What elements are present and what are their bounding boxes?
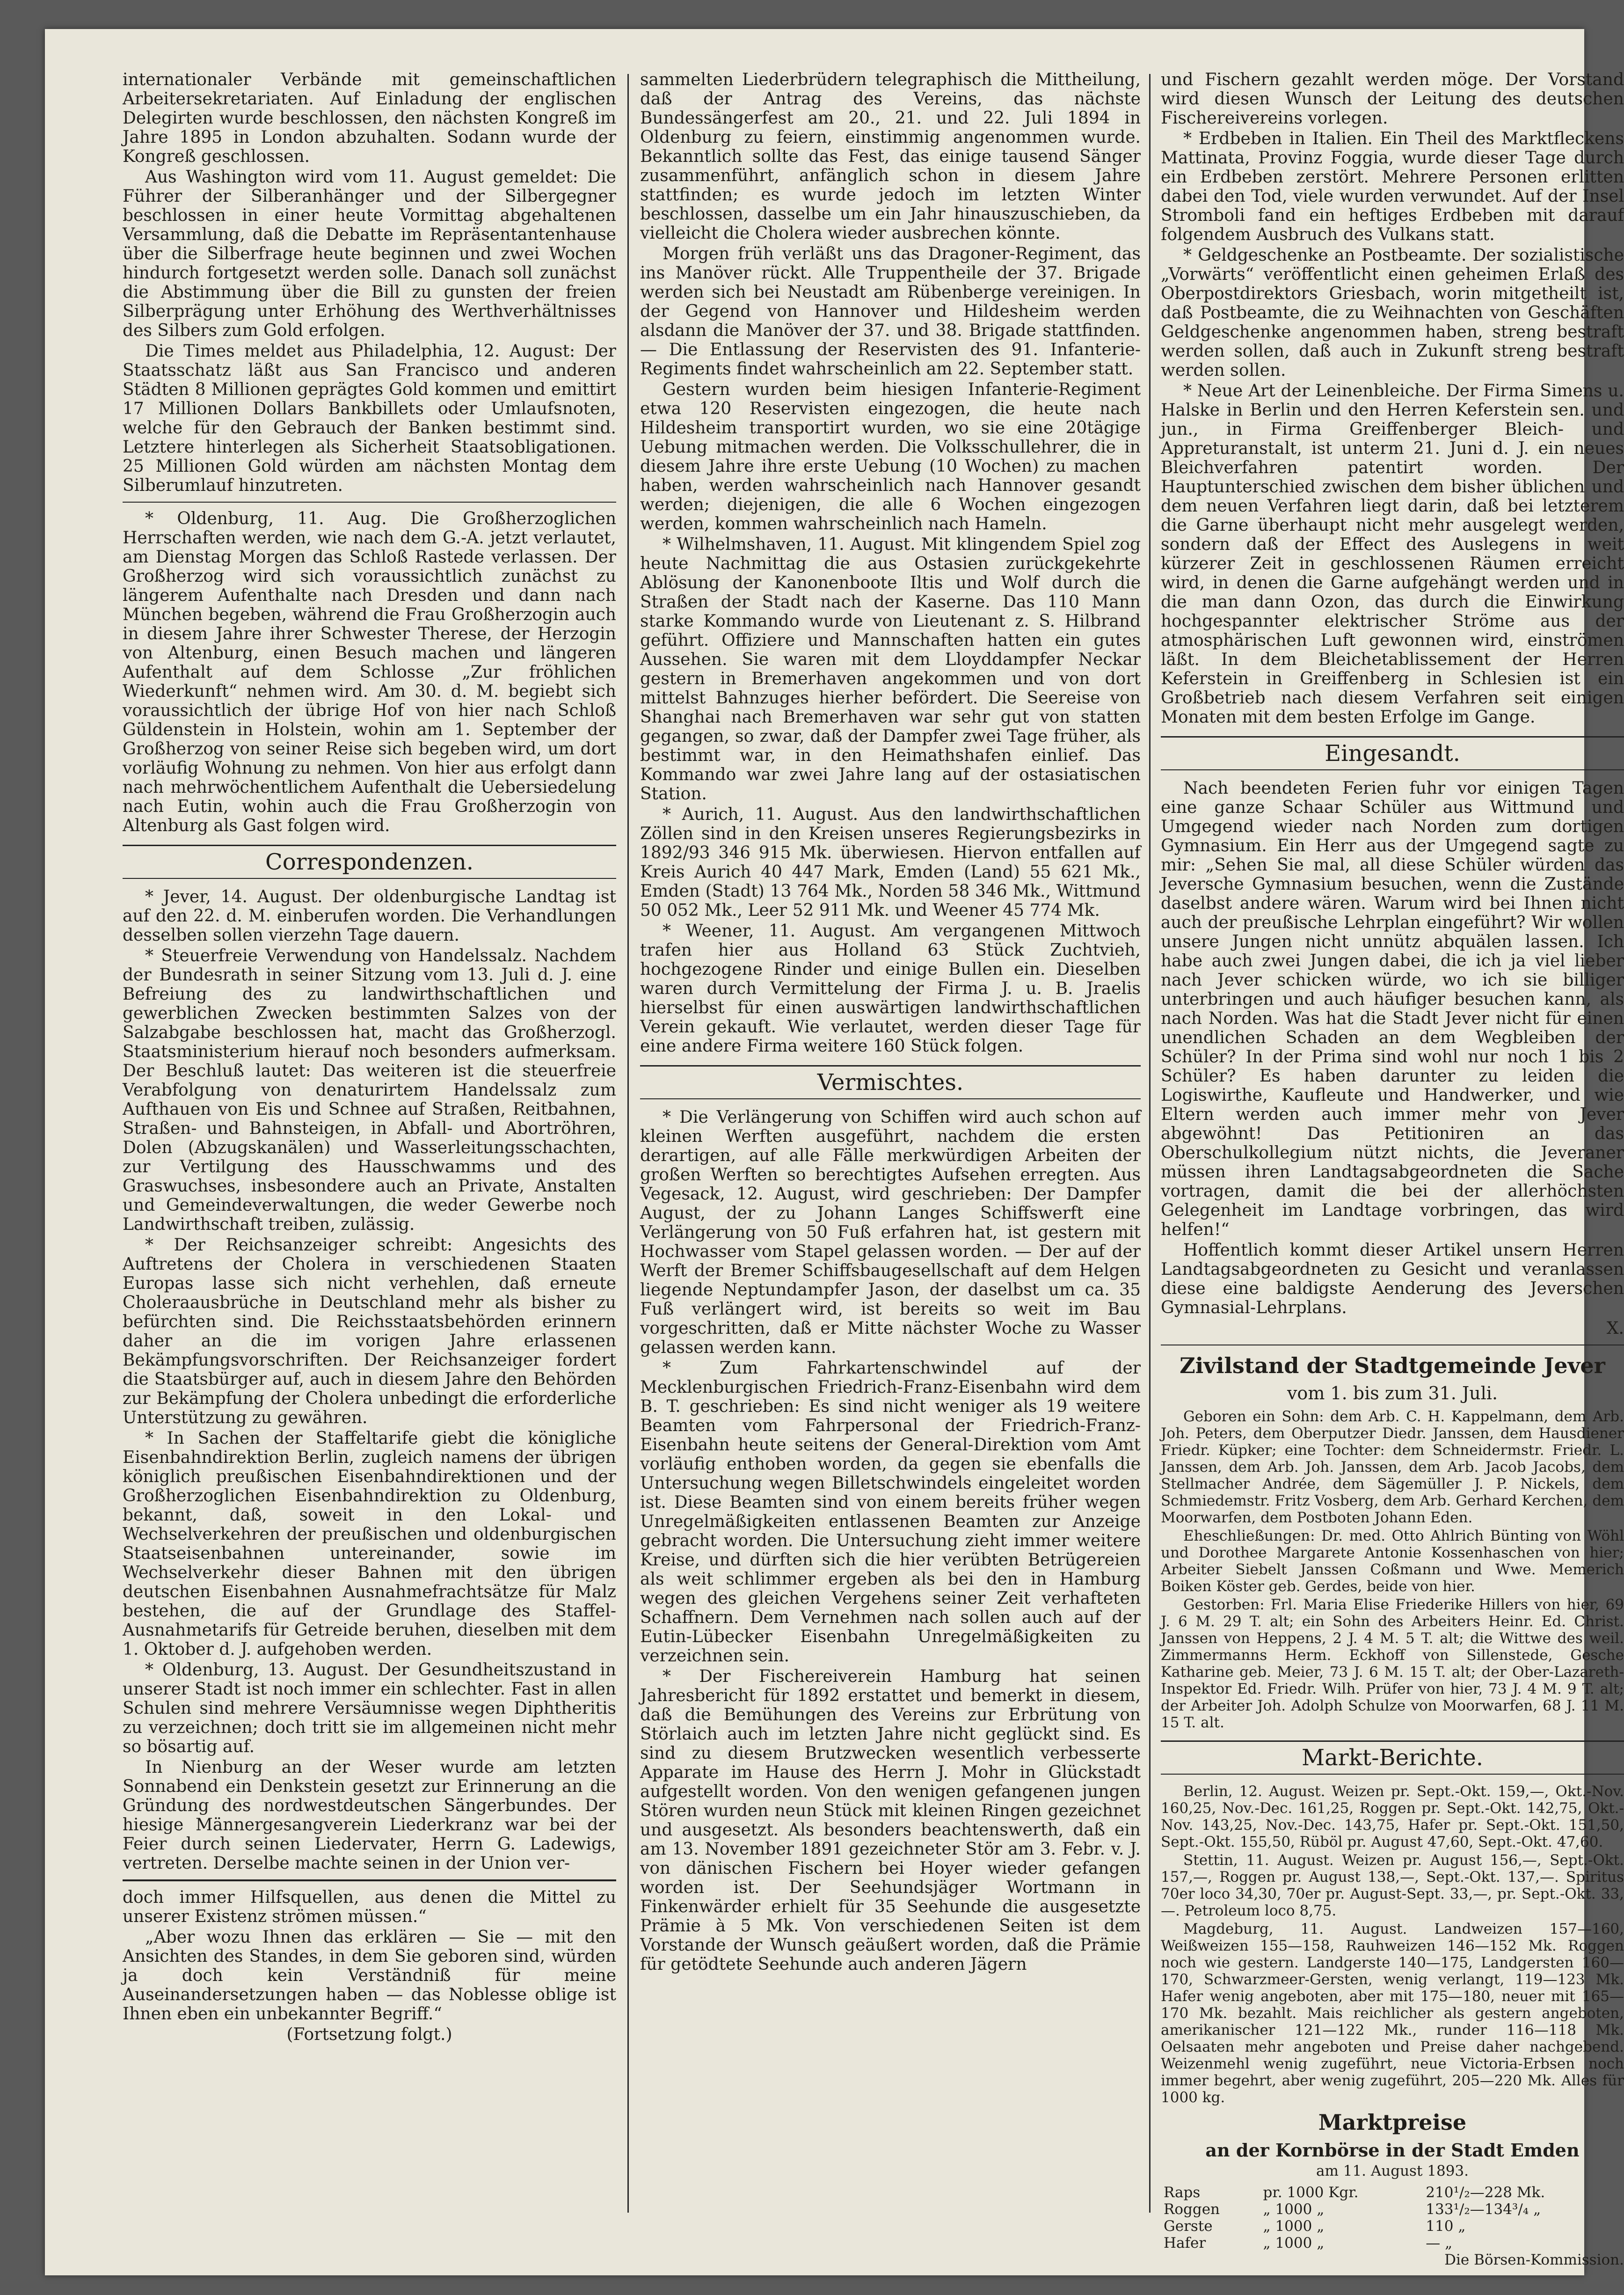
article-fischereiverein: * Der Fischereiverein Hamburg hat seinen Jahresbericht für 1892 erstattet und bemerkt in diesem, daß die Bemühungen des Vereins zur Erbrütung von Störlaich auch im letzten Jahre nicht geglückt sind. Es sind zu diesem Brutzwecken wesentlich verbesserte Apparate im Hause des Herrn J. Mohr in Glückstadt aufgestellt worden. Von den wenigen gefangenen jungen Stören wurden neun Stück mit kleinen Ringen gezeichnet und ausgesetzt. Als besonders beachtenswerth, daß ein am 13. November 1891 gezeichneter Stör am 3. Febr. v. J. von dänischen Fischern bei Hoyer wieder gefangen worden ist. Der Seehundsjäger Wortmann in Finkenwärder erhielt für 35 Seehunde die ausgesetzte Prämie à 5 Mk. Von verschiedenen Seiten ist dem Vorstande der Wunsch geäußert worden, daß die Prämie für getödtete Seehunde auch anderen Jägern	[640, 1667, 1141, 1974]
marktpreise-date: am 11. August 1893.	[1316, 2163, 1469, 2179]
deaths-entry: Gestorben: Frl. Maria Elise Friederike Hillers von hier, 69 J. 6 M. 29 T. alt; ein Sohn des Arbeiters Heinr. Ed. Christ. Janssen von Heppens, 2 J. 4 M. 5 T. alt; die Wittwe des weil. Zimmermanns Herm. Eckhoff von Sillenstede, Gesche Katharine geb. Meier, 73 J. 6 M. 15 T. alt; der Ober-Lazareth-Inspektor Ed. Friedr. Wilh. Prüfer von hier, 73 J. 4 M. 9 T. alt; der Arbeiter Joh. Adolph Schulze von Moorwarfen, 68 J. 11 M. 15 T. alt.	[1161, 1596, 1624, 1731]
column-3	[1161, 70, 1624, 2270]
section-heading-eingesandt: Eingesandt.	[1161, 736, 1624, 770]
article-paragraph: sammelten Liederbrüdern telegraphisch die Mittheilung, daß der Antrag des Vereins, das nächste Bundessängerfest am 20., 21. und 22. Juli 1894 in Oldenburg zu feiern, einstimmig angenommen wurde. Bekanntlich sollte das Fest, das einige tausend Sänger zusammenführt, anfänglich schon in diesem Jahre stattfinden; es wurde jedoch im letzten Winter beschlossen, dasselbe um ein Jahr hinauszuschieben, da vielleicht die Cholera wieder ausbrechen könnte.	[640, 70, 1141, 243]
article-schiffe: * Die Verlängerung von Schiffen wird auch schon auf kleinen Werften ausgeführt, nachdem die ersten derartigen, auf alle Fälle merkwürdigen Arbeiten der großen Werften so berechtigtes Aufsehen erregten. Aus Vegesack, 12. August, wird geschrieben: Der Dampfer August, der zu Johann Langes Schiffswerft eine Verlängerung von 50 Fuß erfahren hat, ist gestern mit Hochwasser vom Stapel gelassen worden. — Der auf der Werft der Bremer Schiffsbaugesellschaft auf dem Helgen liegende Neptundampfer Jason, der daselbst um ca. 35 Fuß verlängert wird, ist bereits so weit im Bau vorgeschritten, daß er Mitte nächster Woche zu Wasser gelassen werden kann.	[640, 1108, 1141, 1357]
zivilstand-subheading: vom 1. bis zum 31. Juli.	[1287, 1383, 1498, 1403]
article-aurich: * Aurich, 11. August. Aus den landwirthschaftlichen Zöllen sind in den Kreisen unseres Regierungsbezirks in 1892/93 346 915 Mk. überwiesen. Hiervon entfallen auf Kreis Aurich 40 447 Mark, Emden (Land) 55 621 Mk., Emden (Stadt) 13 764 Mk., Norden 58 346 Mk., Wittmund 50 052 Mk., Leer 52 911 Mk. und Weener 45 774 Mk.	[640, 805, 1141, 920]
commodity-unit: „ 1000 „	[1263, 2201, 1325, 2218]
births-entry: Geboren ein Sohn: dem Arb. C. H. Kappelmann, dem Arb. Joh. Peters, dem Oberputzer Diedr. Janssen, dem Hausdiener Friedr. Küpker; eine Tochter: dem Schneidermstr. Friedr. L. Janssen, dem Arb. Joh. Janssen, dem Arb. Jacob Jacobs, dem Stellmacher Andrée, dem Sägemüller J. P. Nickels, dem Schmiedemstr. Fritz Vosberg, dem Arb. Gerhard Kerchen, dem Moorwarfen, dem Postboten Johann Eden.	[1161, 1408, 1624, 1526]
article-jever: * Jever, 14. August. Der oldenburgische Landtag ist auf den 22. d. M. einberufen worden. Die Verhandlungen desselben sollen vierzehn Tage dauern.	[123, 887, 616, 945]
commodity-unit: „ 1000 „	[1263, 2218, 1325, 2235]
column-rule-left	[627, 74, 629, 2213]
divider	[123, 502, 616, 503]
article-handelssalz: * Steuerfreie Verwendung von Handelssalz. Nachdem der Bundesrath in seiner Sitzung vom 13. Juli d. J. eine Befreiung des zu landwirthschaftlichen und gewerblichen Zwecken bestimmten Salzes von der Salzabgabe beschlossen hat, macht das Großherzogl. Staatsministerium hierauf noch besonders aufmerksam. Der Beschluß lautet: Das weiteren ist die steuerfreie Verabfolgung von denaturirtem Handelssalz zum Aufthauen von Eis und Schnee auf Straßen, Reitbahnen, Straßen- und Bahnsteigen, in Abfall- und Abortröhren, Dolen (Abzugskanälen) und Wasserleitungsschachten, zur Vertilgung des Hausschwamms und des Graswuchses, insbesondere auch an Private, Anstalten und Gemeindeverwaltungen, die weder Gewerbe noch Landwirthschaft treiben, zulässig.	[123, 946, 616, 1234]
article-washington: Aus Washington wird vom 11. August gemeldet: Die Führer der Silberanhänger und der Silbergegner beschlossen in einer heute Vormittag abgehaltenen Versammlung, daß die Debatte im Repräsentantenhause über die Silberfrage heute beginnen und zwei Wochen hindurch fortgesetzt werden solle. Danach soll zunächst die Abstimmung über die Bill zu gunsten der freien Silberprägung unter Erhöhung des Werthverhältnisses des Silbers zum Gold erfolgen.	[123, 168, 616, 340]
table-row	[1161, 2218, 1624, 2235]
article-erdbeben: * Erdbeben in Italien. Ein Theil des Marktfleckens Mattinata, Provinz Foggia, wurde dieser Tage durch ein Erdbeben zerstört. Mehrere Personen erlitten dabei den Tod, viele wurden verwundet. Auf der Insel Stromboli fand ein heftiges Erdbeben mit darauf folgendem Ausbruch des Vulkans statt.	[1161, 129, 1624, 244]
article-wilhelmshaven: * Wilhelmshaven, 11. August. Mit klingendem Spiel zog heute Nachmittag die aus Ostasien zurückgekehrte Ablösung der Kanonenboote Iltis und Wolf durch die Straßen der Stadt nach der Kaserne. Das 110 Mann starke Kommando wurde von Lieutenant z. S. Hilbrand geführt. Offiziere und Mannschaften hatten ein gutes Aussehen. Sie waren mit dem Lloyddampfer Neckar gestern in Bremerhaven angekommen und von dort mittelst Bahnzuges hierher befördert. Die Seereise von Shanghai nach Bremerhaven war sehr gut von statten gegangen, so zwar, daß der Dampfer zwei Tage früher, als bestimmt war, in den Heimathshafen einlief. Das Kommando war zwei Jahre lang auf der ostasiatischen Station.	[640, 535, 1141, 804]
article-nienburg: In Nienburg an der Weser wurde am letzten Sonnabend ein Denkstein gesetzt zur Erinnerung an die Gründung des nordwestdeutschen Sängerbundes. Der hiesige Männergesangverein Liederkranz war bei der Feier durch seinen Liedervater, Herrn G. Ladewigs, vertreten. Derselbe machte seinen in der Union ver-	[123, 1758, 616, 1873]
commodity-name: Raps	[1164, 2184, 1201, 2201]
letter-paragraph: Nach beendeten Ferien fuhr vor einigen Tagen eine ganze Schaar Schüler aus Wittmund und Umgegend wieder nach Norden zum dortigen Gymnasium. Ein Herr aus der Umgegend sagte zu mir: „Sehen Sie mal, all diese Schüler würden das Jeversche Gymnasium besuchen, wenn die Zustände daselbst andere wären. Warum wird bei Ihnen nicht auch der preußische Lehrplan eingeführt? Wir wollen unsere Jungen nicht unnütz abquälen lassen. Ich habe auch zwei Jungen dabei, die ich ja viel lieber nach Jever schicken würde, wo ich sie billiger unterbringen und auch häufiger besuchen kann, als nach Norden. Was hat die Stadt Jever nicht für einen unendlichen Schaden an dem Wegbleiben der Schüler? In der Prima sind wohl nur noch 1 bis 2 Schüler? Es haben darunter zu leiden die Logiswirthe, Kaufleute und Handwerker, und wie Eltern werden auch immer mehr von Jever abgewöhnt! Das Petitioniren an das Oberschulkollegium nützt nichts, die Jeveraner müssen ihren Landtagsabgeordneten die Sache vortragen, damit die bei der allerhöchsten Gelegenheit im Landtage vorbringen, das wird helfen!“	[1161, 779, 1624, 1239]
feuilleton-paragraph: „Aber wozu Ihnen das erklären — Sie — mit den Ansichten des Standes, in dem Sie geboren sind, würden ja doch kein Verständniß für meine Auseinandersetzungen haben — das Noblesse oblige ist Ihnen eben ein unbekannter Begriff.“	[123, 1928, 616, 2024]
section-heading-correspondenzen: Correspondenzen.	[123, 845, 616, 879]
article-paragraph: und Fischern gezahlt werden möge. Der Vorstand wird diesen Wunsch der Leitung des deutschen Fischereivereins vorlegen.	[1161, 70, 1624, 128]
table-row	[1161, 2235, 1624, 2251]
article-philadelphia: Die Times meldet aus Philadelphia, 12. August: Der Staatsschatz läßt aus San Francisco und anderen Städten 8 Millionen geprägtes Gold kommen und emittirt 17 Millionen Dollars Bankbillets oder Umlaufsnoten, welche für den Gebrauch der Banken bestimmt sind. Letztere hinterlegen als Sicherheit Staatsobligationen. 25 Millionen Gold würden am nächsten Montag dem Silberumlauf hinzutreten.	[123, 342, 616, 495]
table-row	[1161, 2184, 1624, 2201]
section-heading-markt-berichte: Markt-Berichte.	[1161, 1740, 1624, 1775]
article-cholera: * Der Reichsanzeiger schreibt: Angesichts des Auftretens der Cholera in verschiedenen Staaten Europas lasse sich nicht verhehlen, daß erneute Choleraausbrüche in Deutschland mehr als bisher zu befürchten sind. Die Reichsstaatsbehörden erinnern daher an die im vorigen Jahre erlassenen Bekämpfungsvorschriften. Der Reichsanzeiger fordert die Staatsbürger auf, auch in diesem Jahre den Behörden zur Bekämpfung der Cholera unbedingt die erforderliche Unterstützung zu gewähren.	[123, 1235, 616, 1427]
article-staffeltarife: * In Sachen der Staffeltarife giebt die königliche Eisenbahndirektion Berlin, zugleich namens der übrigen königlich preußischen Eisenbahndirektionen und der Großherzoglichen Eisenbahndirektion zu Oldenburg, bekannt, daß, soweit in den Lokal- und Wechselverkehren der preußischen und oldenburgischen Staatseisenbahnen untereinander, sowie im Wechselverkehr dieser Bahnen mit den übrigen deutschen Eisenbahnen Ausnahmefrachtsätze für Malz bestehen, die auf der Grundlage des Staffel-Ausnahmetarifs für Getreide beruhen, dieselben mit dem 1. Oktober d. J. aufgehoben werden.	[123, 1429, 616, 1659]
letter-paragraph: Hoffentlich kommt dieser Artikel unsern Herren Landtagsabgeordneten zu Gesicht und veranlassen diese eine baldigste Aenderung des Jeverschen Gymnasial-Lehrplans.	[1161, 1241, 1624, 1317]
continuation-note: (Fortsetzung folgt.)	[286, 2025, 452, 2044]
commodity-unit: „ 1000 „	[1263, 2235, 1325, 2251]
commodity-name: Hafer	[1164, 2235, 1206, 2251]
marktpreise-heading: Marktpreise	[1318, 2110, 1467, 2135]
price-table	[1161, 2184, 1624, 2251]
commodity-unit: pr. 1000 Kgr.	[1263, 2184, 1359, 2201]
article-paragraph: internationaler Verbände mit gemeinschaftlichen Arbeitersekretariaten. Auf Einladung der englischen Delegirten wurde beschlossen, den nächsten Kongreß im Jahre 1895 in London abzuhalten. Sodann wurde der Kongreß geschlossen.	[123, 70, 616, 166]
commodity-name: Roggen	[1164, 2201, 1220, 2218]
zivilstand-heading: Zivilstand der Stadtgemeinde Jever	[1180, 1353, 1605, 1378]
marktpreise-subheading: an der Kornbörse in der Stadt Emden	[1205, 2140, 1580, 2161]
feuilleton-paragraph: doch immer Hilfsquellen, aus denen die Mittel zu unserer Existenz strömen müssen.“	[123, 1888, 616, 1926]
newspaper-page	[45, 29, 1624, 2275]
commodity-name: Gerste	[1164, 2218, 1213, 2235]
article-dragoner: Morgen früh verläßt uns das Dragoner-Regiment, das ins Manöver rückt. Alle Truppentheile der 37. Brigade werden sich bei Neustadt am Rübenberge vereinigen. In der Gegend von Hannover und Hildesheim werden alsdann die Manöver der 37. und 38. Brigade stattfinden. — Die Entlassung der Reservisten des 91. Infanterie-Regiments findet wahrscheinlich am 22. September statt.	[640, 244, 1141, 379]
article-geldgeschenke: * Geldgeschenke an Postbeamte. Der sozialistische „Vorwärts“ veröffentlicht einen geheimen Erlaß des Oberpostdirektors Griesbach, worin mitgetheilt ist, daß Postbeamte, die zu Weihnachten von Geschäften Geldgeschenke angenommen haben, streng bestraft werden sollen, daß auch in Zukunft streng bestraft werden sollen.	[1161, 246, 1624, 380]
marriages-entry: Eheschließungen: Dr. med. Otto Ahlrich Bünting von Wöhl und Dorothee Margarete Antonie Kossenhaschen von hier; Arbeiter Siebelt Janssen Coßmann und Wwe. Memerich Boiken Köster geb. Gerdes, beide von hier.	[1161, 1528, 1624, 1595]
article-oldenburg: * Oldenburg, 11. Aug. Die Großherzoglichen Herrschaften werden, wie nach dem G.-A. jetzt verlautet, am Dienstag Morgen das Schloß Rastede verlassen. Der Großherzog wird sich voraussichtlich zunächst zu längerem Aufenthalte nach Dresden und dann nach München begeben, während die Frau Großherzogin auch in diesem Jahre ihrer Schwester Therese, der Herzogin von Altenburg, einen Besuch machen und längeren Aufenthalt auf dem Schlosse „Zur fröhlichen Wiederkunft“ nehmen wird. Am 30. d. M. begiebt sich voraussichtlich der übrige Hof von hier nach Schloß Güldenstein in Holstein, wohin am 1. September der Großherzog von seiner Reise sich begeben wird, um dort vorläufig Wohnung zu nehmen. Von hier aus erfolgt dann nach mehrwöchentlichem Aufenthalt die Uebersiedelung nach Eutin, wohin auch die Frau Großherzogin von Altenburg als Gast folgen wird.	[123, 509, 616, 835]
article-reservisten: Gestern wurden beim hiesigen Infanterie-Regiment etwa 120 Reservisten eingezogen, die heute nach Hildesheim transportirt wurden, wo sie eine 20tägige Uebung mitmachen werden. Die Volksschullehrer, die in diesem Jahre ihre erste Uebung (10 Wochen) zu machen haben, werden wahrscheinlich nach Hannover gesandt werden; diejenigen, die alle 6 Wochen eingezogen werden, kommen wahrscheinlich nach Hameln.	[640, 380, 1141, 534]
commodity-price: 210¹/₂—228 Mk.	[1426, 2184, 1545, 2201]
table-row	[1161, 2201, 1624, 2218]
market-stettin: Stettin, 11. August. Weizen pr. August 156,—, Sept.-Okt. 157,—, Roggen pr. August 138,—, Sept.-Okt. 137,—. Spiritus 70er loco 34,30, 70er pr. August-Sept. 33,—, pr. Sept.-Okt. 33,—. Petroleum loco 8,75.	[1161, 1852, 1624, 1919]
divider	[123, 1879, 616, 1881]
article-leinenbleiche: * Neue Art der Leinenbleiche. Der Firma Simens u. Halske in Berlin und den Herren Keferstein sen. und jun., in Firma Greiffenberger Bleich- und Appreturanstalt, ist unterm 21. Juni d. J. ein neues Bleichverfahren patentirt worden. Der Hauptunterschied zwischen dem bisher üblichen und dem neuen Verfahren liegt darin, daß bei letzterem die Garne überhaupt nicht mehr ausgelegt werden, sondern daß der Effect des Auslegens in weit kürzerer Zeit in geschlossenen Räumen erreicht wird, in denen die Garne aufgehängt werden und in die man dann Ozon, das durch die Einwirkung hochgespannter elektrischer Ströme aus der atmosphärischen Luft gewonnen wird, einströmen läßt. In dem Bleichetablissement der Herren Keferstein in Greiffenberg in Schlesien ist ein Großbetrieb nach diesem Verfahren seit einigen Monaten mit dem besten Erfolge im Gange.	[1161, 381, 1624, 727]
market-reports	[1161, 1783, 1624, 2106]
commodity-price: 110 „	[1426, 2218, 1466, 2235]
section-heading-vermischtes: Vermischtes.	[640, 1065, 1141, 1099]
article-fahrkarten: * Zum Fahrkartenschwindel auf der Mecklenburgischen Friedrich-Franz-Eisenbahn wird dem B. T. geschrieben: Es sind nicht weniger als 19 weitere Beamten vom Fahrpersonal der Friedrich-Franz-Eisenbahn heute seitens der General-Direktion vom Amt vorläufig enthoben worden, da gegen sie ebenfalls die Untersuchung wegen Billetschwindels eingeleitet worden ist. Diese Beamten sind von einem bereits früher wegen Unregelmäßigkeiten entlassenen Beamten zur Anzeige gebracht worden. Die Untersuchung zieht immer weitere Kreise, und dürften sich die hier verübten Betrügereien als weit schlimmer ergeben als bei den in Hamburg wegen des gleichen Vergehens seiner Zeit verhafteten Schaffnern. Dem Vernehmen nach sollen auch auf der Eutin-Lübecker Eisenbahn Unregelmäßigkeiten zu verzeichnen sein.	[640, 1359, 1141, 1666]
commodity-price: 133¹/₂—134³/₄ „	[1426, 2201, 1541, 2218]
kommission-signature: Die Börsen-Kommission.	[1444, 2251, 1624, 2268]
article-oldenburg-health: * Oldenburg, 13. August. Der Gesundheitszustand in unserer Stadt ist noch immer ein schlechter. Fast in allen Schulen sind mehrere Versäumnisse wegen Diphtheritis zu verzeichnen; doch tritt sie im allgemeinen nicht mehr so bösartig auf.	[123, 1660, 616, 1756]
commodity-price: — „	[1426, 2235, 1453, 2251]
market-magdeburg: Magdeburg, 11. August. Landweizen 157—160, Weißweizen 155—158, Rauhweizen 146—152 Mk. Roggen noch wie gestern. Landgerste 140—175, Landgersten 160—170, Schwarzmeer-Gersten, wenig verlangt, 119—123 Mk. Hafer wenig angeboten, aber mit 175—180, neuer mit 165—170 Mk. bezahlt. Mais reichlicher als gestern angeboten, amerikanischer 121—122 Mk., runder 116—118 Mk. Oelsaaten mehr angeboten und Preise daher nachgebend. Weizenmehl wenig zugeführt, neue Victoria-Erbsen noch immer begehrt, aber wenig zugeführt, 205—220 Mk. Alles für 1000 kg.	[1161, 1921, 1624, 2106]
market-berlin: Berlin, 12. August. Weizen pr. Sept.-Okt. 159,—, Okt.-Nov. 160,25, Nov.-Dec. 161,25, Roggen pr. Sept.-Okt. 142,75, Okt.-Nov. 143,25, Nov.-Dec. 143,75, Hafer pr. Sept.-Okt. 151,50, Sept.-Okt. 155,50, Rüböl pr. August 47,60, Sept.-Okt. 47,60.	[1161, 1783, 1624, 1850]
article-weener: * Weener, 11. August. Am vergangenen Mittwoch trafen hier aus Holland 63 Stück Zuchtvieh, hochgezogene Rinder und einige Bullen ein. Dieselben waren durch Vermittelung der Firma J. u. B. Jraelis hierselbst für einen auswärtigen landwirthschaftlichen Verein gekauft. Wie verlautet, werden dieser Tage für eine andere Firma weitere 160 Stück folgen.	[640, 921, 1141, 1056]
letter-signature: X.	[1606, 1319, 1624, 1338]
column-1	[123, 70, 616, 2046]
column-2	[640, 70, 1141, 1975]
zivilstand-list	[1161, 1408, 1624, 1731]
column-rule-right	[1149, 74, 1151, 2213]
